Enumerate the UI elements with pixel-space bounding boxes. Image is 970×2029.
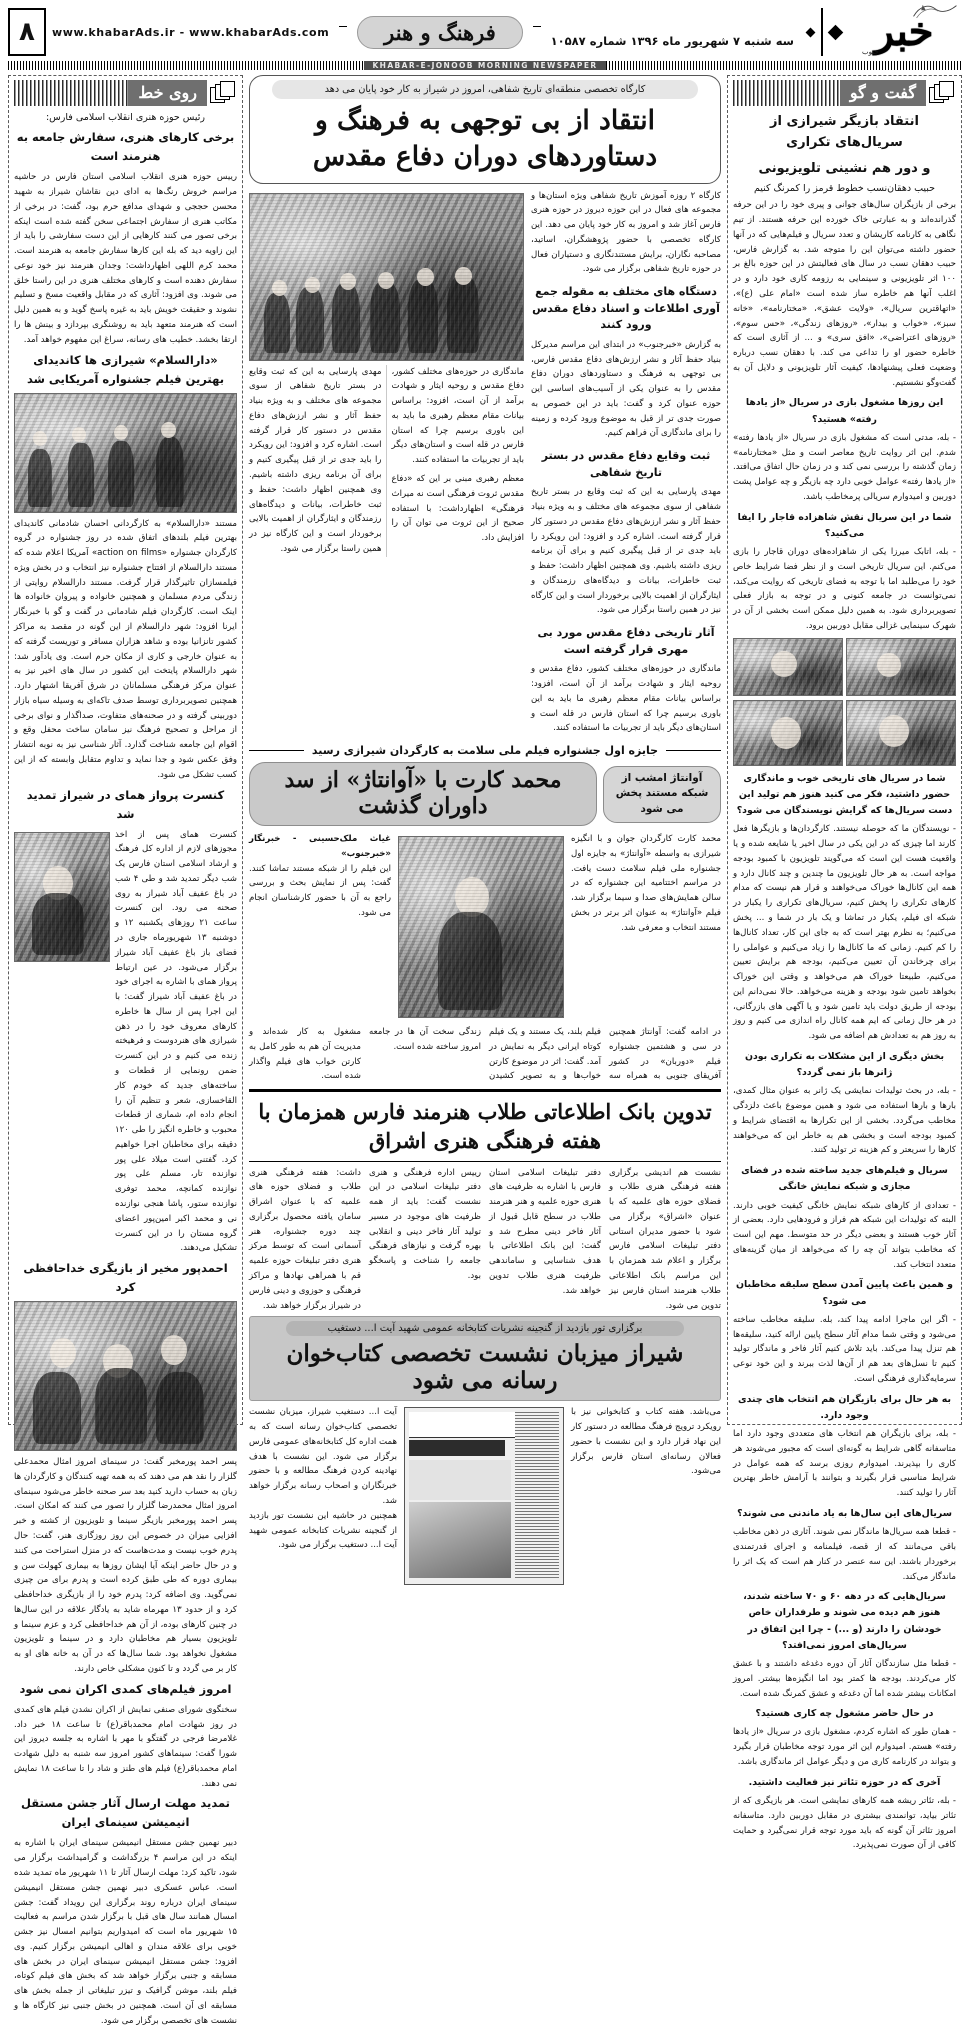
divider-before-third [249, 1089, 721, 1092]
fourth-body-left: می‌باشد. هفته کتاب و کتابخوانی نیز با رویکرد ترویج فرهنگ مطالعه در دستور کار این نهاد قرار دارد و این نشست با حضور فعالان رسانه‌ای استان فارس برگزار می‌شود. [571, 1407, 721, 1477]
second-photo-wrap [398, 832, 564, 1022]
lead-article [249, 75, 721, 184]
interview-qa-2 [733, 771, 956, 1853]
interview-answer-4: - بله، در بحث تولیدات نمایشی یک ژانر به عنوان مثال کمدی، بارها و بارها استفاده می شود و همین موضوع باعث دلزدگی مخاطب می‌گردد. بخشی از این تکرارها به اقتضای شرایط و کمبود بودجه است و بخشی هم به خاطر این که می‌خواهند کارها را سریعتر و کم هزینه تر تولید کنند. [733, 1086, 956, 1156]
article2-headline: «دارالسلام» شیرازی ها کاندیدای بهترین فیلم جشنواره آمریکایی شد [26, 352, 225, 386]
interview-question-1: این روزها مشغول بازی در سریال «از یادها رفته» هستید؟ [745, 397, 944, 425]
lead-subhead-3: آثار تاریخی دفاع مقدس مورد بی مهری قرار گرفته است [537, 626, 715, 656]
article1-body: رییس حوزه هنری انقلاب اسلامی استان فارس در حاشیه مراسم خروش رنگ‌ها به ادای دین نقاشان شیراز به شهید محسن حججی و شهدای مدافع حرم بود، گفت: در برخی از مکاتب هنری از سفارش اجتماعی سخن گفته شده است اینکه برخی تصور می کنند کارهایی از این دست سفارشی را باید از این زاویه دید که بله این کارها سفارش جامعه به هنرمند است. محمد کرم اللهی اظهارداشت: وجدان هنرمند نیز خود نوعی سفارش دهنده است و کارهای مختلف هنری در این راستا خلق می شوند. وی افزود: آثاری که در مقابل واقعیت مسخ و تسلیم نشوند و حقیقت خویش باید به غیره پاسخ گوید و به همین دلیل است که هنرمند متعهد باید به روشنگری بپردازد و بینش ها را ارتقا بخشد. خطیب های رسانه، سراغ این مفهوم خواهد آمد. [14, 172, 237, 345]
interview-answer-2: - بله، اتابک میرزا یکی از شاهزاده‌های دوران قاجار را بازی می‌کنم. این سریال تاریخی است و از نظر فضا شرایط خاص خود را می‌طلبد اما با توجه به فضای تاریخی که روایت می‌کند، نمی‌توانست در جامعه کنونی و در توجه به بازار فعلی تصویربرداری شود. به همین دلیل ممکن است بخشی از آن در شهرک سینمایی غزالی مقابل دوربین برود. [733, 547, 956, 631]
interview-answer-8: - قطعا همه سریال‌ها ماندگار نمی شوند. آثاری در ذهن مخاطب باقی می‌مانند که از قصه، فیلمنامه و اجرای قدرتمندی برخوردار باشند. این سه عنصر در کنار هم است که یک اثر را ماندگار می‌کند. [733, 1527, 956, 1582]
fourth-article-band [249, 1316, 721, 1401]
page-body [8, 75, 962, 2026]
article6-headline: تمدید مهلت ارسال آثار جشن مستقل انیمیشن سینمای ایران [21, 1796, 230, 1830]
second-col4: مشغول به کار شده‌اند و مدیریت آن هم به طور کامل به کارتن خواب های فیلم واگذار شده است. [249, 1027, 361, 1082]
lead-subhead-1: دستگاه های مختلف به مقوله جمع آوری اطلاعات و اسناد دفاع مقدس ورود کنند [532, 285, 720, 332]
interview-answer-1: - بله، مدتی است که مشغول بازی در سریال «از یادها رفته» شدم. این اثر روایت تاریخ معاصر است و مثل «مختارنامه» زمان گذشته را بررسی نمی کند و در زمان حال اتفاق می‌افتد. «از یادها رفته» عوامل خوبی دارد چه بازیگر و چه عوامل پشت دوربین و امیدوارم سریالی پرمخاطب باشد. [733, 432, 956, 502]
interview-answer-7: - بله، برای بازیگران هم انتخاب های متعددی وجود دارد اما متاسفانه گاهی شرایط به گونه‌ای است که مجبور می‌شوند هر کاری را بپذیرند. امیدوارم روزی برسد که همه عوامل در شرایط مناسبی قرار بگیرند و بتوانند با آرامش خاطر بهترین آثار را تولید کنند. [733, 1429, 956, 1499]
fourth-body-right: همچنین در حاشیه این نشست تور بازدید از گنجینه نشریات کتابخانه عمومی شهید آیت ا... دستغیب برگزار می شود. [249, 1510, 397, 1551]
second-article-headline: محمد کارت با «آوانتاژ» از سد داوران گذشت [249, 762, 597, 826]
interview-photo-row-2 [733, 700, 956, 766]
lead-col5: مهدی پارسایی به این که ثبت وقایع در بستر تاریخ شفاهی از سوی مجموعه های مختلف و به ویژه بنیاد حفظ آثار و نشر ارزش‌های دفاع مقدس در دستور کار قرار گرفته است. اشاره کرد و افزود: این رویکرد را باید جدی تر از قبل پیگیری کنیم و برای آن برنامه ریزی داشته باشیم. وی همچنین اظهار داشت: حفظ و ثبت خاطرات، بیانات و دیدگاه‌های رزمندگان و ایثارگران از اهمیت بالایی برخوردار است و این کارگاه نیز در همین راستا برگزار می شود. [531, 487, 721, 616]
article2-body: مستند «دارالسلام» به کارگردانی احسان شادمانی کاندیدای بهترین فیلم بلندهای اتفاق شده در روز جشنواره در گروه کارگردان جشنواره «action on films» آمریکا اعلام شده که مستند دارالسلام از افتتاح جشنواره نیز انتخاب و در بخش ویژه فیلمسازان تاثیرگذار قرار گرفت. مستند دارالسلام روایتی از زندگی مردم مسلمان و همچنین خانواده و پیروان خانواده ها اینک است. کارگردان فیلم شادمانی در گفت و گو با خبرنگار ایرنا افزود: شهر دارالسلام از این گونه در مقصد به مراکز کشور تانزانیا بوده و شاهد هزاران مسافر و توریست گرفته که به عنوان خارجی و کاری از مکان حرم است. وی یادآور شد: شهر دارالسلام پایتخت این کشور در سال های اخیر نیز به عنوان مرکز فرهنگی مسلمانان در شرق آفریقا اشتهار دارد. همچنین تصویربرداری توسط صدف تاکه‌ای به وسیله سیاه بازار دوربینی گرفته و در صحنه‌های متفاوت، صداگذار و نوای برخی از مراحل و تصحیح فرهنگ نیز سامان ساخت محفل وقع و اقوام این جامعه شناخت گذارد. آثار شناسی نیز به نوبه انتشار وفق عکس شود و جدا نماید و تداوم متقابل وابسته که از این کسب تشکل می شود. [14, 518, 237, 780]
article4-headline: احمدپور مخیر از بازیگری خداحافظی کرد [23, 1261, 228, 1295]
second-col3: در ادامه گفت: آوانتاژ همچنین در سی و هشتمین جشنواره فیلم «دوربان» در کشور آفریقای جنوبی به همراه سه فیلم بلند، یک مستند و یک فیلم کوتاه ایرانی دیگر به نمایش در آمد. گفت: اثر در موضوع کارتن خواب‌ها و به تصویر کشیدن زندگی سخت آن ها در جامعه امروز ساخته شده است. [369, 1027, 721, 1082]
column-interview [727, 75, 962, 1851]
logo-subtext: جنوب [862, 48, 879, 56]
masthead-rule-left [339, 26, 347, 27]
interview-photo-1 [846, 638, 956, 696]
divider-under-third-headline [249, 1161, 721, 1162]
interview-headline-line2: و دور هم نشینی تلویزیونی [758, 160, 931, 176]
lead-kicker: کارگاه تخصصی منطقه‌ای تاریخ شفاهی، امروز در شیراز به کار خود پایان می دهد [272, 80, 698, 99]
lead-photo [249, 193, 524, 361]
diamond-ornament-icon [828, 24, 844, 40]
article3-headline: کنسرت پرواز همای در شیراز تمدید شد [26, 787, 225, 821]
fourth-clip-wrap [404, 1405, 564, 1587]
lead-col4: معظم رهبری مبنی بر این که «دفاع مقدس ثروت فرهنگی است نه میراث فرهنگی» اظهارداشت: با استفاده صحیح از این ثروت می توان آن را افزایش داد. [391, 474, 524, 544]
online-box [8, 75, 243, 2026]
second-article-bottom-columns [249, 1025, 721, 1084]
interview-answer-6: - اگر این ماجرا ادامه پیدا کند، بله. سلیقه مخاطب ساخته می‌شود و وقتی شما مدام آثار سطح پایین ارائه کنید، سلیقه‌ها هم تنزل پیدا می‌کند. باید تلاش کنیم آثار فاخر و ماندگار تولید کنیم تا نسل‌های بعد هم از آن‌ها لذت ببرند و این خود نوعی سرمایه‌گذاری فرهنگی است. [733, 1314, 956, 1384]
third-col3: رییس اداره فرهنگی و هنری دفتر تبلیغات اسلامی در این نشست گفت: باید از همه ظرفیت های موجود در مسیر تولید آثار فاخر دینی و انقلابی بهره گرفت و نیازهای فرهنگی جامعه را شناخت و پاسخگو بود. [369, 1167, 481, 1281]
third-article-headline: تدوین بانک اطلاعاتی طلاب هنرمند فارس همزمان با هفته فرهنگی هنری اشراق [258, 1098, 712, 1154]
interview-photo-3 [846, 700, 956, 766]
interview-intro-text: برخی از بازیگران سال‌های جوانی و پیری خود را در این حرفه گذرانده‌اند و به عبارتی خاک خورده این حرفه هستند. از تیم نگاهی به کارنامه کاریشان و تعدد سریال و فیلم‌هایی که در آنها حضور داشته می‌توان این را متوجه شد. به گزارش فارس، حبیب دهقان نسب در سال های فعالیتش در این حوزه بالغ بر ۱۰۰ اثر تلویزیونی و سینمایی به رزومه کاری خود دارد و در اغلب آنها هم خاطره ساز شده است «امام علی (ع)»، «اتهاقترین سریال»، «ولایت عشق»، «مختارنامه»، «خانه سبز»، «خواب و بیدار»، «روزهای زندگی»، «حس سوم»، «روزهای اعتراضی»، «افق سری» و ... از آثاری است که خاطره حضور او را تداعی می کند. با دهقان نسب درباره وضعیت فعلی پیشنهادها، کیفیت آثار تلویزیونی و دلایل آن به گفت‌وگو نشستیم. [733, 200, 956, 388]
column-online [8, 75, 243, 2026]
lead-right-text [531, 189, 721, 737]
barcode-left [606, 61, 962, 70]
lead-col1: کارگاه ۲ روزه آموزش تاریخ شفاهی ویژه استان‌ها و مجموعه های فعال در این حوزه دیروز در حوزه هنری فارس آغاز شد و امروز به کار خود پایان می دهد. این کارگاه تخصصی با حضور پژوهشگران، اساتید، مصاحبه نگاران، برایش مستندنگاری و دستیاران فعال در حوزه تاریخ شفاهی برگزار می شود. [531, 190, 721, 275]
award-photo [398, 836, 564, 1018]
masthead-rule-right [533, 26, 541, 27]
logo-wordmark: خبر [874, 8, 934, 55]
darolsalam-photo [14, 393, 237, 513]
third-col2: دفتر تبلیغات اسلامی استان فارس با اشاره به ظرفیت های هنری حوزه علمیه و هنر هنرمند طلاب در سطح قابل قبول از آثار فاخر دینی مطرح شد و گفت: این بانک اطلاعاتی با هدف شناسایی و ساماندهی ظرفیت هنری طلاب تدوین خواهد شد. [489, 1167, 601, 1296]
lead-content-row [249, 189, 721, 737]
pourmokhber-photo [14, 1301, 237, 1451]
interview-answer-11: - بله، تئاتر ریشه همه کارهای نمایشی است. هر بازیگری که از تئاتر بیاید، توانمندی بیشتری در مقابل دوربین دارد. متاسفانه امروز تئاتر آن گونه که باید مورد توجه قرار نمی‌گیرد و حمایت کافی از آن صورت نمی‌پذیرد. [733, 1796, 956, 1851]
second-article-rule-title [249, 744, 721, 757]
article6-body: دبیر نهمین جشن مستقل انیمیشن سینمای ایران با اشاره به اینکه در این مراسم ۴ بزرگداشت و گرامیداشت برگزار می شود، تاکید کرد: مهلت ارسال آثار تا ۱۱ شهریور ماه تمدید شده است. عباس عسکری دبیر نهمین جشن مستقل انیمیشن سینمای ایران درباره روند برگزاری این رویداد گفت: جشن امسال همانند سال های قبل با برگزار شدن مراسم به فعالیت ۱۵ شهریور ماه است که امیدواریم بتوانیم امسال نیز جشن خوبی برای علاقه مندان و اهالی انیمیشن برگزار کنیم. وی افزود: جشن مستقل انیمیشن سینمای ایران در بخش های مسابقه و جنبی برگزار خواهد شد که بخش های فیلم کوتاه، فیلم بلند، موشن گرافیک و تیزر تبلیغاتی از جمله بخش های مسابقه ای آن است. همچنین در بخش جنبی نیز کارگاه ها و نشست های تخصصی برگزار می شود. [14, 1838, 237, 2026]
second-col1: محمد کارت کارگردان جوان و با انگیزه شیرازی به واسطه «آوانتاژ» به جایزه اول جشنواره ملی فیلم سلامت دست یافت. در مراسم اختتامیه این جشنواره که در سالن همایش‌های صدا و سیما برگزار شد، فیلم «آوانتاژ» به عنوان اثر برتر در بخش مستند انتخاب و معرفی شد. [571, 834, 721, 933]
interview-box [727, 75, 962, 1851]
fourth-right-text [249, 1405, 397, 1587]
article3-body: کنسرت همای پس از اخذ مجوزهای لازم از اداره کل فرهنگ و ارشاد اسلامی استان فارس یک شب دیگر تمدید شد و طی ۴ شب در باغ عفیف آباد شیراز به روی صحنه می رود. این کنسرت ساعت ۲۱ روزهای یکشنبه ۱۲ و دوشنبه ۱۳ شهریورماه جاری در فضای باز باغ عفیف آباد شیراز برگزار می‌شود. در عین ارتباط پرواز همای با اشاره به اجرای خود در باغ عفیف آباد شیراز گفت: با این اجرا پس از سال ها خاطره کارهای معروف خود را در ذهن شیرازی های هنردوست و فرهیخته زنده می کنیم و در این کنسرت ضمن رونمایی از قطعات و ساخته‌های جدید که خودم کار القاخسازی، شعر و تنظیم آن را انجام داده ام، شماری از قطعات محبوب و خاطره انگیز را طی ۱۲۰ دقیقه برای مخاطبان اجرا خواهیم کرد. گفتنی است میلاد علی پور نوازنده تار، مسلم علی پور نوازنده کمانچه، محمد توفری نوازنده ستور، پاشا هنجی نوازنده نی و محمد اکبر امین‌پور اعضای گروه مستان را در این کنسرت تشکیل می‌دهند. [115, 829, 238, 1254]
second-article-sidenote: آوانتاژ امشب از شبکه مستند پخش می شود [603, 766, 721, 823]
homay-photo [14, 832, 110, 962]
interview-question-3: شما در سریال های تاریخی خوب و ماندگاری حضور داشتید، فکر می کنید هنوز هم تولید این دست سریال‌ها که گرایش نویسندگان می شود؟ [736, 772, 953, 817]
third-col4: داشت: هفته فرهنگی هنری طلاب و فضلای حوزه های علمیه که با عنوان اشراق سامان یافته محصول برگزاری چند دوره جشنواره، هنر آسمانی است که توسط مرکز هنری دفتر تبلیغات حوزه علمیه قم با همراهی نهادها و مراکز فرهنگی و حوزوی و دینی فارس در شیراز برگزار خواهد شد. [249, 1167, 361, 1311]
masthead-barcode-strip [8, 61, 962, 70]
lead-photo-figures [250, 194, 523, 360]
fourth-article-tagline: برگزاری تور بازدید از گنجینه نشریات کتابخانه عمومی شهید آیت ا... دستغیب [286, 1321, 684, 1336]
second-col2: این فیلم را از شبکه مستند تماشا کنند. گفت: پس از نمایش بحث و بررسی راجع به آن با حضور کارشناسان انجام می شود. [249, 863, 391, 919]
fourth-left-text [571, 1405, 721, 1587]
interview-question-5: سریال و فیلم‌های جدید ساخته شده در فضای مجازی و شبکه نمایش خانگی [741, 1165, 948, 1193]
pages-stack-icon [926, 80, 956, 106]
article5-body: سخنگوی شورای صنفی نمایش از اکران نشدن فیلم های کمدی در روز شهادت امام محمدباقر(ع) تا ساعت ۱۸ خبر داد. غلامرضا فرجی در گفتگو با مهر با اشاره به جلسه دیروز این شورا گفت: سینماهای کشور امروز سه شنبه به دلیل شهادت امام محمدباقر(ع) فیلم های طنز و شاد را تا ساعت ۱۸ نمایش نمی دهند. [14, 1704, 237, 1789]
interview-photo-row-1 [733, 638, 956, 696]
interview-headline-line1: انتقاد بازیگر شیرازی از سریال‌های تکراری [770, 114, 919, 151]
interview-answer-10: - همان طور که اشاره کردم، مشغول بازی در سریال «از یادها رفته» هستم. امیدوارم این اثر مورد توجه مخاطبان قرار بگیرد و بتواند در کارنامه کاری من و دیگر عوامل اثر ماندگاری باشد. [733, 1727, 956, 1768]
section-header-goft-o-goo [733, 80, 956, 106]
interview-answer-3: - نویسندگان ما که حوصله نیستند. کارگردان‌ها و بازیگرها فعل کارند اما چیزی که در این یکی در سال اخیر یا شایعه شده و یا واقعیت هست این است که می‌گویند تلویزیون با کمبود بودجه مواجه است. به هر حال تلویزیون ما چندین و چند کانال دارد و همه این کانال‌ها خوراک می‌خواهند و قرار هم نیست که مدام کارهای تکراری را پخش کنیم، سریال‌های تکراری را یکبار در شبکه ای فیلم، یکبار در تماشا و یک بار در شما و ... پخش می‌کنیم؛ به نظرم بهتر است که به جای این کار، تعداد کانال‌ها را کم کنیم. زمانی که ما کانال‌ها را زیاد می‌کنیم و عواملی را برای چرخاندن آن تعیین می‌کنیم، بودجه هم برایش تعیین می‌کنیم، طبیعتا خوراک هم می‌خواهد و وقتی این خوراک بخواهد تامین شود بودجه و هزینه می‌خواهد. حالا نمی‌دانم این بودجه از طریق دولت باید تامین شود و یا آگهی های بازرگانی، در هر حال زمانی که ایم همه کانال راه اندازی می کنیم و روز به روز هم به تعدادش هم اضافه می شود. [733, 824, 956, 1042]
article4-body: پسر احمد پورمخبر گفت: در سینمای امروز امثال محمدعلی گلزار را نقد هم می دهند که به همه تهیه کنندگان و کارگردان ها زبان به حساب دارید کنید بعد سر صحنه خاطر می‌شود سینمای امروز امثال محمدرضا گلزار را تصور می کنند که امکان است. پسر احمد پورمخبر بازیگر سینما و تلویزیون از کشته و خبر افزایی میزان در خصوص این روز روزگاری هنر، گفت: حال پدرم خوب نیست و مدت‌هاست که در منزل استراحت می کنند و در حال حاضر اینکه آیا ایشان روزها به بیماری کهولت سن و بیماری دوره که طی طبق کرده است و پدرم برای من چیزی نمی‌گوید. وی اضافه کرد: پدرم خود را از بازیگری خداحافظی کرد و از حدود ۱۳ مهرماه شاید به یادگار علاقه در این سال‌ها در چنین کارهای بوده، از آن هم خداحافظی کرد و عزم سینما و تلویزیون بسیار هم مخاطبان دارد و در سینما و تلویزیون مشغول نخواهد بود. شما سال‌ها که در آن به خانه های او به کار بر می گردد و تا کنون مشکلی خاص دارند. [14, 1457, 237, 1675]
lead-col3b: ماندگاری در حوزه‌های مختلف کشور، دفاع مقدس و روحیه ایثار و شهادت برآمد از آن است، افزود: براساس بیانات مقام معظم رهبری ما باید به این باوری برسیم چرا که استان فارس در قله است و استان‌های دیگر باید از تجربیات ما استفاده کنند. [531, 664, 721, 734]
interview-answer-9: - قطعا مثل سازندگان آثار آن دوره دغدغه داشتند و با عشق کار می‌کردند. بودجه ها کمتر بود اما انگیزه‌ها بیشتر. امروز امکانات بیشتر شده اما آن دغدغه و عشق کمرنگ شده است. [733, 1658, 956, 1699]
second-article-kicker: جایزه اول جشنواره فیلم ملی سلامت به کارگردان شیرازی رسید [311, 744, 659, 758]
lead-headline: انتقاد از بی توجهی به فرهنگ و دستاوردهای دوران دفاع مقدس [312, 105, 658, 172]
interview-question-10: در حال حاضر مشغول چه کاری هستید؟ [755, 1708, 934, 1720]
website-urls[interactable]: www.khabarAds.ir - www.khabarAds.com [51, 25, 330, 39]
second-col-left [571, 832, 721, 1022]
issue-date-line: سه شنبه ۷ شهریور ماه ۱۳۹۶ شماره ۱۰۵۸۷ [550, 34, 794, 48]
pages-stack-icon-right [207, 80, 237, 106]
barcode-right [8, 61, 364, 70]
interview-question-7: به هر حال برای بازیگران هم انتخاب های چندی وجود دارد. [738, 1393, 951, 1421]
fourth-article-headline: شیراز میزبان نشست تخصصی کتاب‌خوان رسانه می شود [286, 1340, 684, 1395]
newspaper-latin-name: KHABAR-E-JONOOB MORNING NEWSPAPER [364, 61, 605, 70]
lead-subhead-2: ثبت وقایع دفاع مقدس در بستر تاریخ شفاهی [541, 449, 711, 479]
lead-col2: به گزارش «خبرجنوب» در ابتدای این مراسم مدیرکل بنیاد حفظ آثار و نشر ارزش‌های دفاع مقدس فارس، بی توجهی به فرهنگ و دستاوردهای دوران دفاع مقدس را به عنوان یکی از آسیب‌های اساسی این حوزه عنوان کرد و گفت: باید در این خصوص به صورت جدی تر از قبل به موضوع ورود کرده و زمینه را برای ماندگاری آن فراهم کنیم. [531, 339, 721, 439]
article3-photo-wrap [14, 828, 110, 1257]
article5-headline: امروز فیلم‌های کمدی اکران نمی شود [19, 1681, 232, 1696]
lead-col3: ماندگاری در حوزه‌های مختلف کشور، دفاع مقدس و روحیه ایثار و شهادت برآمد از آن است، افزود: براساس بیانات مقام معظم رهبری ما باید به این باوری برسیم چرا که استان فارس در قله است و استان‌های دیگر باید از تجربیات ما استفاده کنند. [391, 366, 524, 466]
lead-col5b: مهدی پارسایی به این که ثبت وقایع در بستر تاریخ شفاهی از سوی مجموعه های مختلف و به ویژه بنیاد حفظ آثار و نشر ارزش‌های دفاع مقدس در دستور کار قرار گرفته است. اشاره کرد و افزود: این رویکرد را باید جدی تر از قبل پیگیری کنیم و برای آن برنامه ریزی داشته باشیم. وی همچنین اظهار داشت: حفظ و ثبت خاطرات، بیانات و دیدگاه‌های رزمندگان و ایثارگران از اهمیت بالایی برخوردار است و این کارگاه نیز در همین راستا برگزار می شود. [249, 366, 382, 554]
article3-row [14, 828, 237, 1257]
section-hatch-decoration [733, 80, 840, 106]
third-col1: نشست هم اندیشی برگزاری هفته فرهنگی هنری طلاب و فضلای حوزه های علمیه که با عنوان «اشراق» برگزار می شود با حضور مدیران استانی دفتر تبلیغات اسلامی فارس برگزار و اعلام شد همزمان با این مراسم بانک اطلاعاتی طلاب هنرمند استان فارس نیز تدوین می شود. [609, 1167, 721, 1311]
interview-qa-1 [733, 395, 956, 633]
second-article-title-band [249, 762, 721, 826]
interview-question-11: آخری که در حوزه تئاتر نیز فعالیت داشتید. [748, 1776, 941, 1788]
section-label-text-right: روی خط [128, 80, 207, 106]
article1-kicker: رئیس حوزه هنری انقلاب اسلامی فارس: [45, 112, 205, 123]
section-label-text: گفت و گو [840, 80, 926, 106]
newspaper-clipping-image [404, 1407, 564, 1585]
interview-question-6: و همین باعث پایین آمدن سطح سلیقه مخاطبان می شود؟ [735, 1279, 954, 1307]
section-header-rooye-khat [14, 80, 237, 106]
page-section-title: فرهنگ و هنر [357, 16, 523, 49]
lead-left-area [249, 189, 524, 737]
interview-question-8: سریال‌های این سال‌ها به یاد ماندنی می شوند؟ [737, 1507, 952, 1519]
second-col-right [249, 832, 391, 1022]
section-hatch-decoration-right [14, 80, 128, 106]
masthead [8, 4, 962, 60]
interview-question-4: بخش دیگری از این مشکلات به تکراری بودن ژانرها باز نمی گردد؟ [744, 1050, 945, 1079]
third-article-columns [249, 1166, 721, 1314]
article1-headline: برخی کارهای هنری، سفارش جامعه به هنرمند است [16, 130, 235, 164]
interview-byline: حبیب دهقان‌نسب خطوط قرمز را کمرنگ کنیم [753, 183, 936, 195]
interview-answer-5: - تعدادی از کارهای شبکه نمایش خانگی کیفیت خوبی دارند. البته که تولیدات این شبکه هم فراز و فرودهایی دارد. بعضی از آثار خوب هستند و بعضی دیگر در حد متوسط. مهم این است که مخاطب بتواند آن چه را که می‌خواهد از میان گزینه‌های متعدد انتخاب کند. [733, 1200, 956, 1270]
interview-photo-2 [733, 638, 843, 696]
interview-question-9: سریال‌هایی که در دهه ۶۰ و ۷۰ ساخته شدند، هنوز هم دیده می شوند و طرفداران خاص خودشان را دارند (و ...) - چرا این اتفاق در سریال‌های امروز نمی‌افتد؟ [743, 1591, 946, 1651]
interview-question-2: شما در این سریال نقش شاهزاده قاجار را ایفا می‌کنید؟ [737, 511, 952, 539]
article3-text [115, 828, 237, 1257]
second-article-row [249, 832, 721, 1022]
lead-columns-under-photo [249, 365, 524, 557]
newspaper-logo [804, 6, 962, 58]
masthead-divider [821, 8, 823, 56]
diamond-small-ornament-icon [806, 27, 816, 37]
column-main [249, 75, 721, 1551]
fourth-body-mid: آیت ا... دستغیب شیراز، میزبان نشست تخصصی کتاب‌خوان رسانه است که به همت اداره کل کتابخانه‌های عمومی فارس برگزار می شود. این نشست با هدف نهادینه کردن فرهنگ مطالعه و با حضور خبرنگاران و اصحاب رسانه برگزار خواهد شد. [249, 1407, 397, 1507]
fourth-article-row [249, 1405, 721, 1587]
page-number: ۸ [8, 8, 46, 56]
interview-intro [733, 198, 956, 390]
second-byline: غیاث ملک‌حسینی - خبرنگار «خبرجنوب» [249, 834, 391, 859]
interview-photo-4 [733, 700, 843, 766]
